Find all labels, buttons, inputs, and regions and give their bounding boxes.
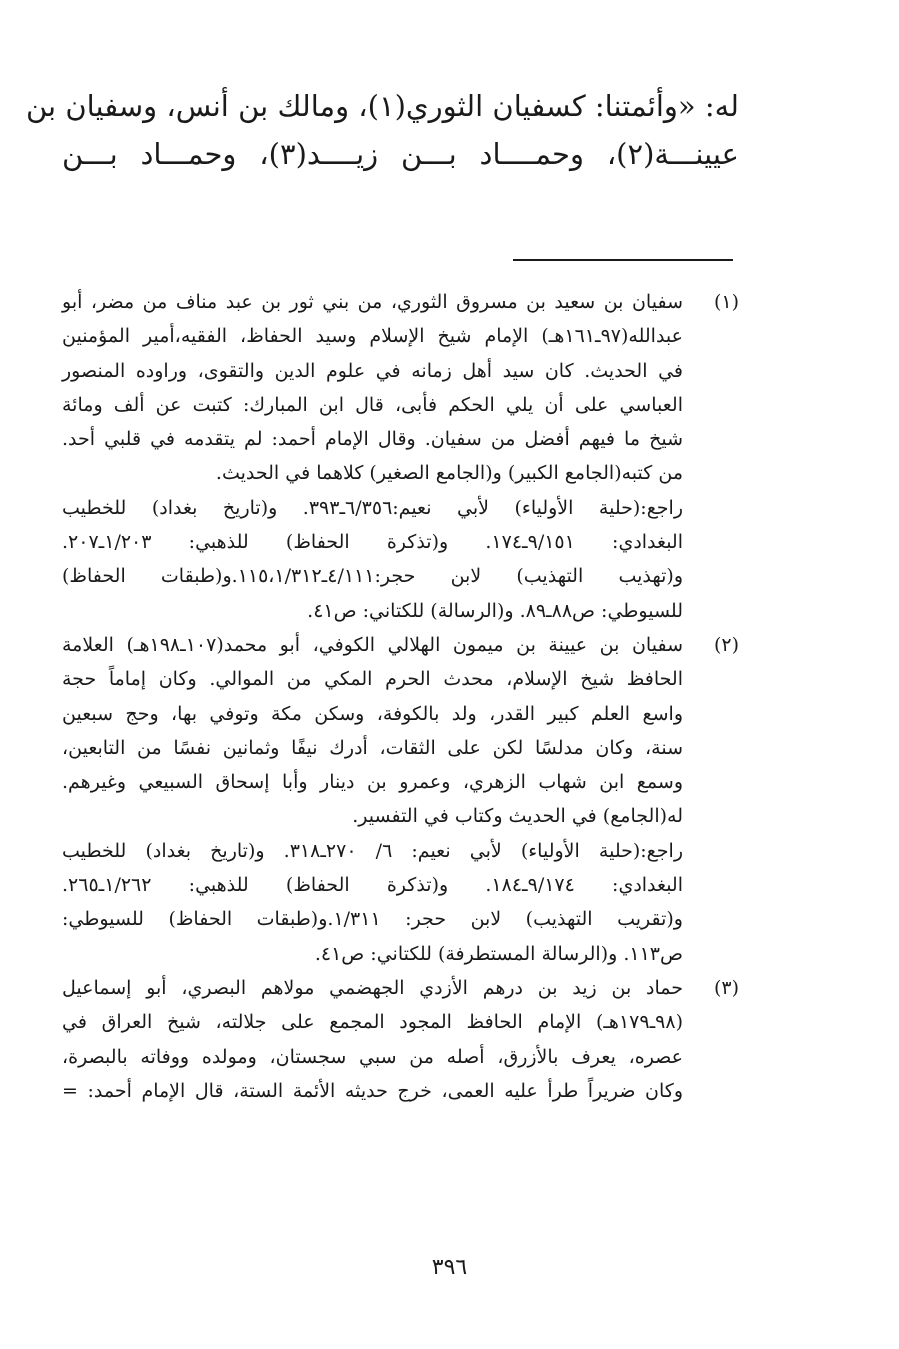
footnote-line: البغدادي: ٩/١٥١ـ١٧٤. و(تذكرة الحفاظ) للذهبي: ١/٢٠٣ـ٢٠٧.	[62, 531, 683, 554]
footnote-line: شيخ ما فيهم أفضل من سفيان. وقال الإمام أحمد: لم يتقدمه في قلبي أحد.	[62, 428, 683, 451]
footnote-separator	[513, 259, 733, 261]
footnote-line: عبدالله(٩٧ـ١٦١هـ) الإمام شيخ الإسلام وسيد الحفاظ، الفقيه،أمير المؤمنين	[62, 325, 683, 348]
footnote-line: له(الجامع) في الحديث وكتاب في التفسير.	[352, 805, 683, 828]
footnote-line: للسيوطي: ص٨٨ـ٨٩. و(الرسالة) للكتاني: ص٤١.	[307, 599, 683, 622]
footnote-marker: (٢)	[713, 633, 739, 656]
footnote-line: في الحديث. كان سيد أهل زمانه في علوم الدين والتقوى، وراوده المنصور	[62, 359, 683, 382]
footnote-line: حماد بن زيد بن درهم الأزدي الجهضمي مولاهم البصري، أبو إسماعيل	[62, 976, 683, 999]
main-text-line: عيينـــة(٢)، وحمــــاد بـــن زيــــد(٣)، وحمـــاد بـــن	[62, 137, 739, 171]
footnote-line: ص١١٣. و(الرسالة المستطرفة) للكتاني: ص٤١.	[314, 942, 683, 965]
footnote-3	[62, 971, 739, 1108]
footnote-line: و(تهذيب التهذيب) لابن حجر:٤/١١١ـ١١٥،١/٣١٢.و(طبقات الحفاظ)	[62, 565, 683, 588]
footnote-1	[62, 285, 739, 628]
footnote-line: راجع:(حلية الأولياء) لأبي نعيم:٦/٣٥٦ـ٣٩٣. و(تاريخ بغداد) للخطيب	[62, 496, 684, 519]
footnote-line: عصره، يعرف بالأزرق، أصله من سبي سجستان، ومولده ووفاته بالبصرة،	[62, 1045, 684, 1068]
page-number: ٣٩٦	[431, 1255, 468, 1280]
footnotes	[62, 285, 739, 1108]
main-text	[25, 82, 739, 178]
footnote-line: وكان ضريراً طرأ عليه العمى، خرج حديثه الأئمة الستة، قال الإمام أحمد: =	[62, 1079, 683, 1102]
footnote-line: من كتبه(الجامع الكبير) و(الجامع الصغير) كلاهما في الحديث.	[215, 462, 683, 485]
footnote-2	[62, 628, 739, 971]
footnote-marker: (٣)	[713, 976, 739, 999]
footnote-line: و(تقريب التهذيب) لابن حجر: ١/٣١١.و(طبقات الحفاظ) للسيوطي:	[62, 908, 683, 931]
footnote-line: البغدادي: ٩/١٧٤ـ١٨٤. و(تذكرة الحفاظ) للذهبي: ١/٢٦٢ـ٢٦٥.	[62, 874, 683, 897]
footnote-line: الحافظ شيخ الإسلام، محدث الحرم المكي من الموالي. وكان إماماً حجة	[62, 668, 683, 691]
footnote-line: العباسي على أن يلي الحكم فأبى، قال ابن المبارك: كتبت عن ألف ومائة	[62, 393, 683, 416]
footnote-line: راجع:(حلية الأولياء) لأبي نعيم: ٦/ ٢٧٠ـ٣١٨. و(تاريخ بغداد) للخطيب	[62, 839, 683, 862]
footnote-line: واسع العلم كبير القدر، ولد بالكوفة، وسكن مكة وتوفي بها، وحج سبعين	[62, 702, 683, 725]
footnote-line: (٩٨ـ١٧٩هـ) الإمام الحافظ المجود المجمع على جلالته، شيخ العراق في	[62, 1011, 683, 1034]
main-text-line: له: «وأئمتنا: كسفيان الثوري(١)، ومالك بن أنس، وسفيان بن	[25, 89, 739, 123]
footnote-line: وسمع ابن شهاب الزهري، وعمرو بن دينار وأبا إسحاق السبيعي وغيرهم.	[62, 771, 683, 794]
footnote-line: سنة، وكان مدلسًا لكن على الثقات، أدرك نيفًا وثمانين نفسًا من التابعين،	[62, 736, 683, 759]
footnote-line: سفيان بن سعيد بن مسروق الثوري، من بني ثور بن عبد مناف من مضر، أبو	[62, 291, 683, 313]
footnote-line: سفيان بن عيينة بن ميمون الهلالي الكوفي، أبو محمد(١٠٧ـ١٩٨هـ) العلامة	[62, 633, 683, 656]
footnote-marker: (١)	[713, 291, 739, 313]
